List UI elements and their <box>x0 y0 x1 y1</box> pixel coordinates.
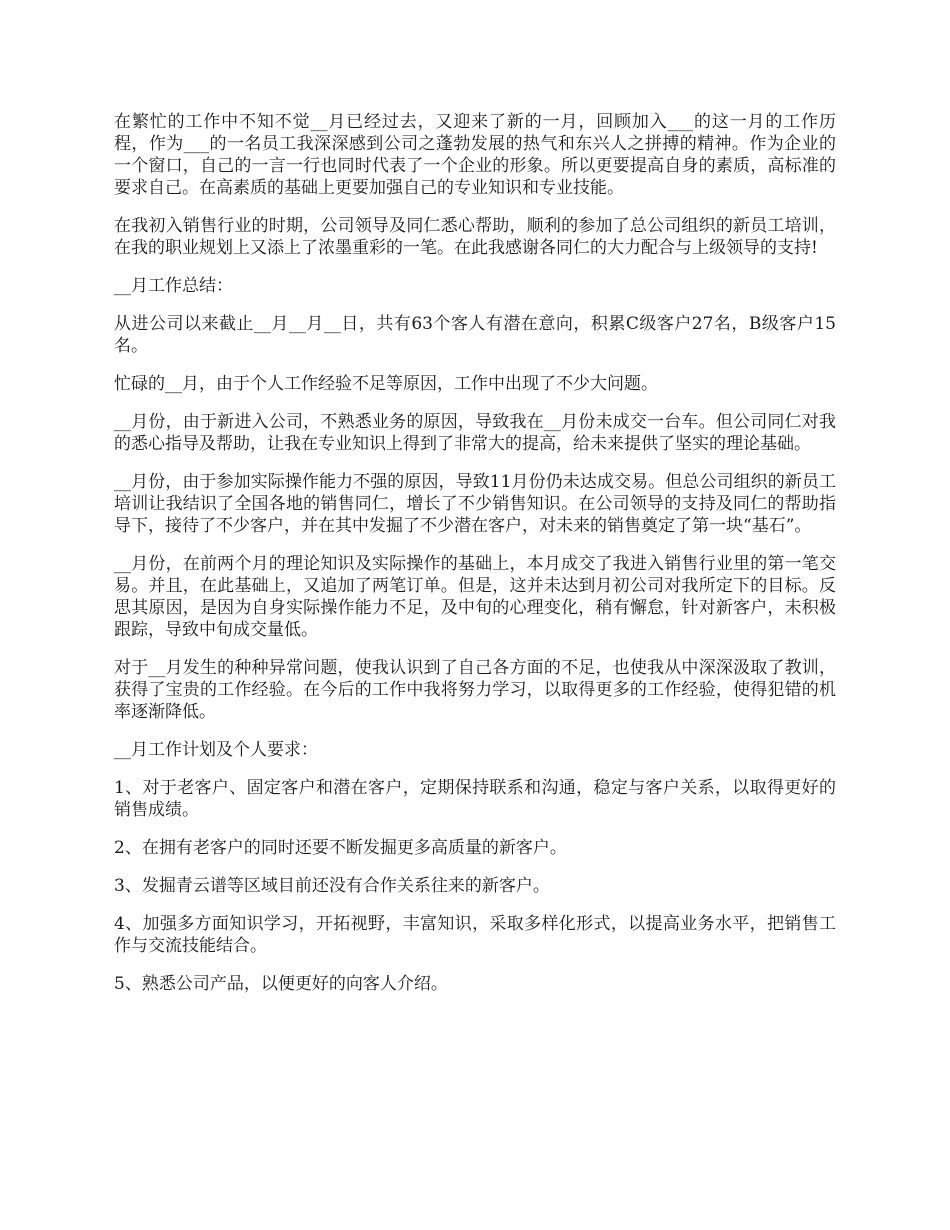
plan-item-2: 2、在拥有老客户的同时还要不断发掘更多高质量的新客户。 <box>114 838 567 858</box>
plan-item-1: 1、对于老客户、固定客户和潜在客户，定期保持联系和沟通，稳定与客户关系，以取得更好的销售成绩。 <box>114 778 836 820</box>
document-body <box>114 111 836 1011</box>
lessons-paragraph: 对于__月发生的种种异常问题，使我认识到了自己各方面的不足，也使我从中深深汲取了教训，获得了宝贵的工作经验。在今后的工作中我将努力学习，以取得更多的工作经验，使得犯错的机率逐渐降低。 <box>114 658 836 722</box>
month-three-paragraph: __月份，在前两个月的理论知识及实际操作的基础上，本月成交了我进入销售行业里的第一笔交易。并且，在此基础上，又追加了两笔订单。但是，这并未达到月初公司对我所定下的目标。反思其原因，是因为自身实际操作能力不足，及中旬的心理变化，稍有懈怠，针对新客户，未积极跟踪，导致中旬成交量低。 <box>114 554 836 640</box>
busy-month-paragraph: 忙碌的__月，由于个人工作经验不足等原因，工作中出现了不少大问题。 <box>114 374 658 394</box>
summary-heading: __月工作总结： <box>114 276 233 296</box>
customer-stats-paragraph: 从进公司以来截止__月__月__日，共有63个客人有潜在意向，积累C级客户27名，B级客户15名。 <box>114 314 836 356</box>
plan-item-4: 4、加强多方面知识学习，开拓视野，丰富知识，采取多样化形式，以提高业务水平，把销售工作与交流技能结合。 <box>114 914 836 956</box>
gratitude-paragraph: 在我初入销售行业的时期，公司领导及同仁悉心帮助，顺利的参加了总公司组织的新员工培训，在我的职业规划上又添上了浓墨重彩的一笔。在此我感谢各同仁的大力配合与上级领导的支持! <box>114 216 836 258</box>
plan-item-3: 3、发掘青云谱等区域目前还没有合作关系往来的新客户。 <box>114 876 550 896</box>
intro-paragraph: 在繁忙的工作中不知不觉__月已经过去，又迎来了新的一月，回顾加入___的这一月的工作历程，作为___的一名员工我深深感到公司之蓬勃发展的热气和东兴人之拼搏的精神。作为企业的一个窗口，自己的一言一行也同时代表了一个企业的形象。所以更要提高自身的素质，高标准的要求自己。在高素质的基础上更要加强自己的专业知识和专业技能。 <box>114 112 836 198</box>
month-two-paragraph: __月份，由于参加实际操作能力不强的原因，导致11月份仍未达成交易。但总公司组织的新员工培训让我结识了全国各地的销售同仁，增长了不少销售知识。在公司领导的支持及同仁的帮助指导下，接待了不少客户，并在其中发掘了不少潜在客户，对未来的销售奠定了第一块“基石”。 <box>114 472 836 536</box>
plan-item-5: 5、熟悉公司产品，以便更好的向客人介绍。 <box>114 974 448 994</box>
plan-heading: __月工作计划及个人要求： <box>114 740 318 760</box>
month-one-paragraph: __月份，由于新进入公司，不熟悉业务的原因，导致我在__月份未成交一台车。但公司同仁对我的悉心指导及帮助，让我在专业知识上得到了非常大的提高，给未来提供了坚实的理论基础。 <box>114 412 836 454</box>
